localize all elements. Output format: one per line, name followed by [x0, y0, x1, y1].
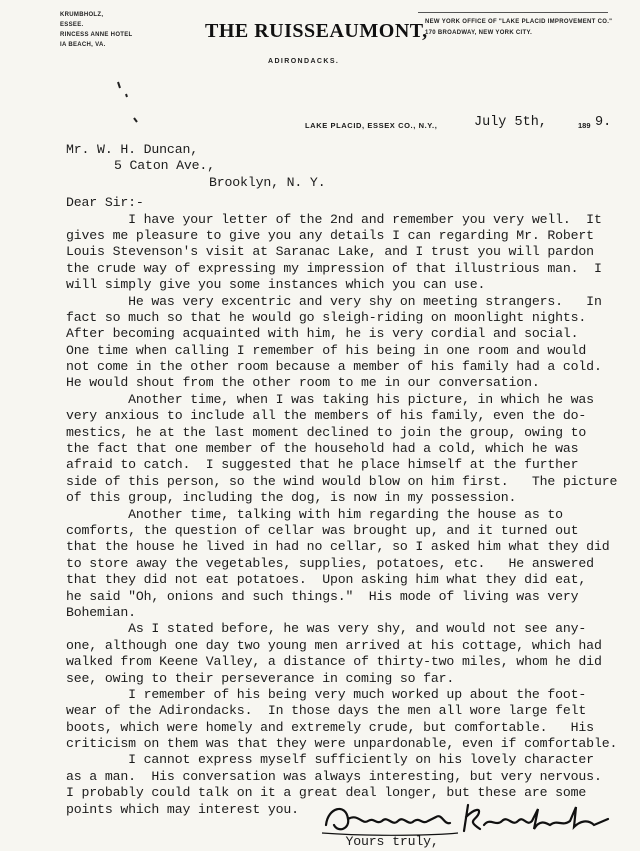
handwritten-signature	[318, 795, 618, 839]
salutation: Dear Sir:-	[66, 195, 144, 211]
body-line: Louis Stevenson's visit at Saranac Lake, and I trust you will pardon	[66, 244, 594, 260]
recipient-name: Mr. W. H. Duncan,	[66, 142, 198, 157]
body-line: the crude way of expressing my impression of that illustrious man. I	[66, 260, 602, 276]
letterhead-rule	[418, 12, 608, 13]
recipient-city: Brooklyn, N. Y.	[209, 174, 326, 190]
body-line: walked from Keene Valley, a distance of thirty-two miles, whom he did	[66, 654, 602, 670]
body-lines	[66, 195, 626, 851]
body-line: criticism on them was that they were unpardonable, even if comfortable.	[66, 736, 618, 752]
body-line: fact so much so that he would go sleigh-riding on moonlight nights.	[66, 309, 587, 325]
body-line: gives me pleasure to give you any details I can regarding Mr. Robert	[66, 227, 594, 243]
body-line: to store away the vegetables, supplies, potatoes, etc. He answered	[66, 555, 594, 571]
body-line: Bohemian.	[66, 604, 136, 620]
body-line: I remember of his being very much worked up about the foot-	[66, 686, 587, 702]
recipient-street: 5 Caton Ave.,	[114, 158, 215, 174]
letterhead-left-line: ESSEE.	[60, 22, 84, 28]
body-line: comforts, the question of cellar was brought up, and it turned out	[66, 522, 579, 538]
body-line: afraid to catch. I suggested that he place himself at the further	[66, 457, 579, 473]
letterhead-left-line: KRUMBHOLZ,	[60, 12, 104, 18]
body-line: wear of the Adirondacks. In those days the men all wore large felt	[66, 703, 587, 719]
body-line: as a man. His conversation was always interesting, but very nervous.	[66, 768, 602, 784]
body-line: After becoming acquainted with him, he is very cordial and social.	[66, 326, 579, 342]
dateline-date: July 5th,	[474, 115, 547, 130]
body-line: not come in the other room because a member of his family had a cold.	[66, 359, 602, 375]
dateline-place: LAKE PLACID, ESSEX CO., N.Y.,	[305, 121, 438, 130]
letterhead-subtitle: ADIRONDACKS.	[268, 58, 340, 65]
body-line: I have your letter of the 2nd and remember you very well. It	[66, 211, 602, 227]
letter-body	[66, 142, 626, 851]
body-line: he said "Oh, onions and such things." His mode of living was very	[66, 588, 579, 604]
letterhead-left-line: IA BEACH, VA.	[60, 42, 106, 48]
body-line: boots, which were homely and extremely crude, but comfortable. His	[66, 719, 594, 735]
body-line: that they did not eat potatoes. Upon asking him what they did eat,	[66, 572, 587, 588]
body-line: one, although one day two young men arrived at his cottage, which had	[66, 637, 602, 653]
body-line: I probably could talk on it a great deal longer, but these are some	[66, 785, 587, 801]
body-line: very anxious to include all the members of his family, even the do-	[66, 408, 587, 424]
body-line: As I stated before, he was very shy, and would not see any-	[66, 621, 587, 637]
letterhead-right-line: 170 BROADWAY, NEW YORK CITY.	[425, 30, 533, 36]
stray-ink-marks	[112, 74, 142, 134]
letterhead-title: THE RUISSEAUMONT,	[205, 20, 428, 42]
dateline-year-prefix: 189	[578, 121, 591, 130]
body-line: Another time, when I was taking his picture, in which he was	[66, 391, 594, 407]
body-line: see, owing to their perseverance in coming so far.	[66, 670, 455, 686]
body-line: He would shout from the other room to me in our conversation.	[66, 375, 540, 391]
closing: Yours truly,	[66, 834, 439, 850]
body-line: side of this person, so the wind would blow on him first. The picture	[66, 473, 618, 489]
body-line: points which may interest you.	[66, 801, 299, 817]
body-line: the fact that one member of the household had a cold, which he was	[66, 441, 579, 457]
letterhead-right-block	[425, 17, 625, 39]
body-line: Another time, talking with him regarding the house as to	[66, 506, 563, 522]
body-line: I cannot express myself sufficiently on his lovely character	[66, 752, 594, 768]
body-line: of this group, including the dog, is now in my possession.	[66, 490, 517, 506]
letterhead-left-block	[60, 10, 170, 50]
body-line: that the house he lived in had no cellar, so I asked him what they did	[66, 539, 610, 555]
dateline-year-digit: 9.	[595, 115, 612, 130]
body-line: One time when calling I remember of his being in one room and would	[66, 342, 587, 358]
body-line: He was very excentric and very shy on meeting strangers. In	[66, 293, 602, 309]
letterhead-left-line: RINCESS ANNE HOTEL	[60, 32, 133, 38]
letterhead-right-line: NEW YORK OFFICE OF "LAKE PLACID IMPROVEMENT CO."	[425, 19, 613, 25]
body-line: mestics, he at the last moment declined to join the group, owing to	[66, 424, 587, 440]
body-line: will simply give you some instances which you can use.	[66, 277, 486, 293]
